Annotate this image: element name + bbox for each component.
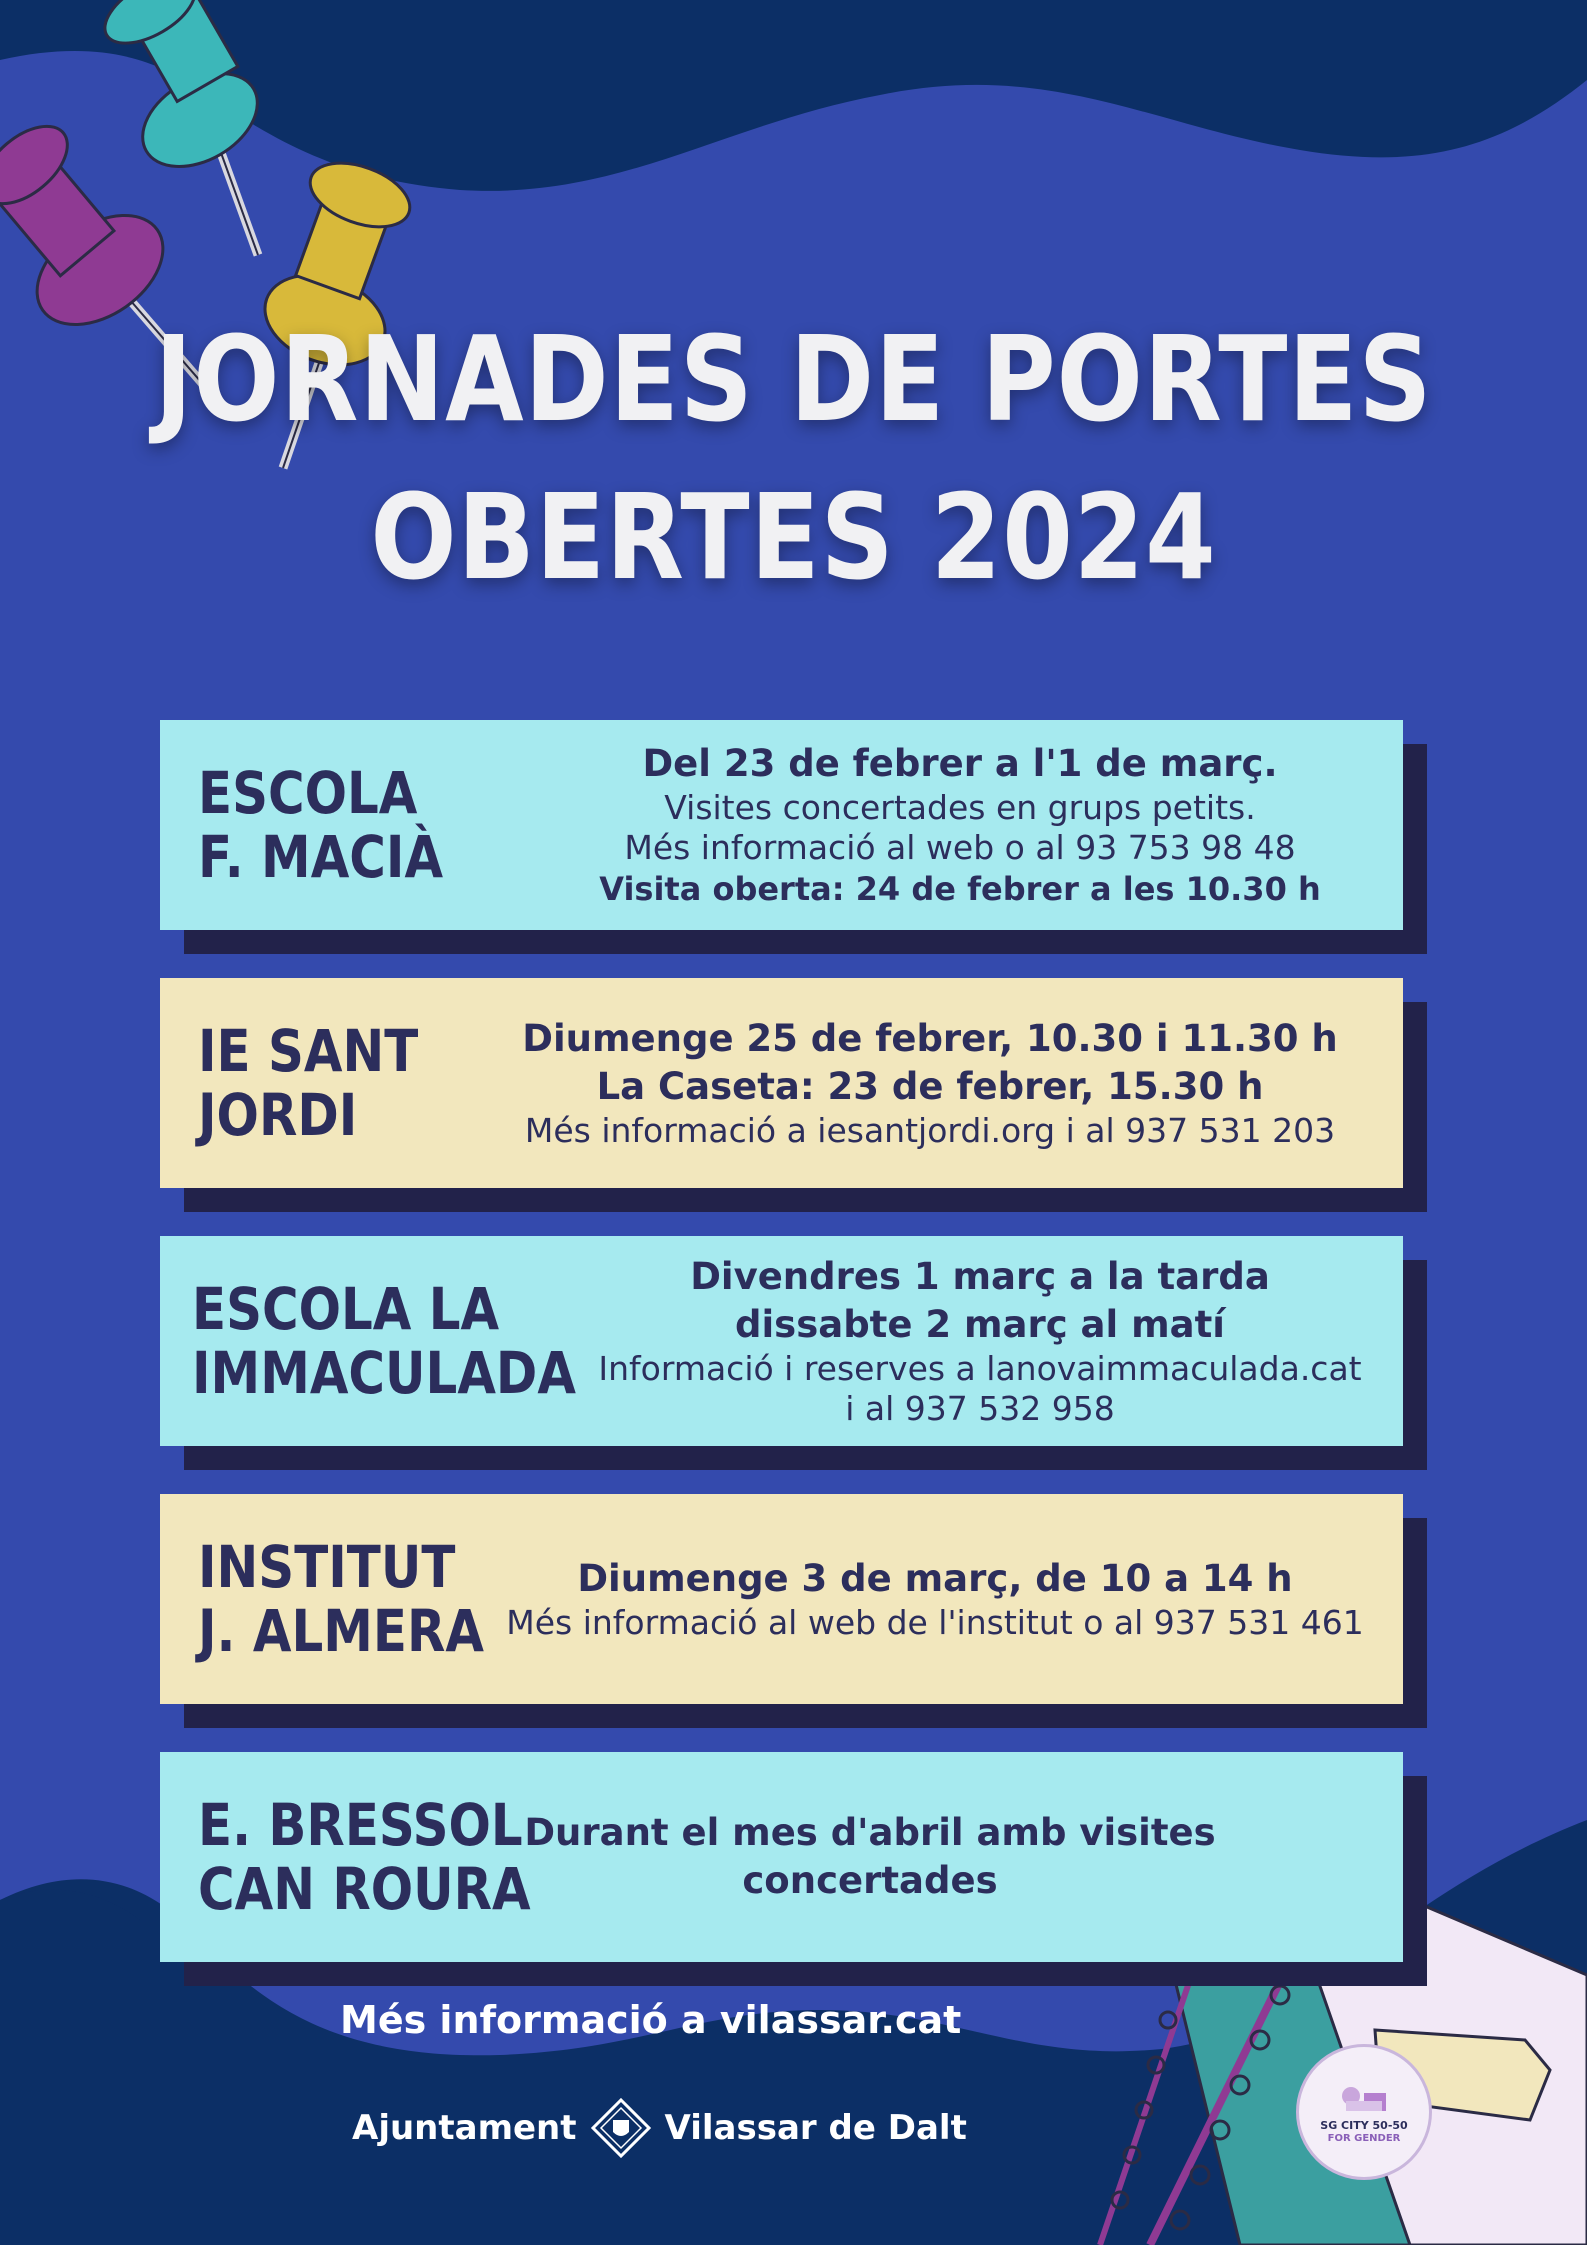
school-name: INSTITUT J. ALMERA <box>198 1533 484 1665</box>
logo-left-text: Ajuntament <box>352 2108 577 2148</box>
school-name: ESCOLA F. MACIÀ <box>198 759 444 891</box>
coat-of-arms-icon <box>591 2098 651 2158</box>
school-name: ESCOLA LA IMMACULADA <box>192 1275 576 1407</box>
logo-right-text: Vilassar de Dalt <box>664 2108 967 2148</box>
school-card-e-bressol-can-roura <box>160 1752 1403 1962</box>
school-info: Durant el mes d'abril amb visites concertades <box>524 1811 1216 1902</box>
school-info: Del 23 de febrer a l'1 de març. Visites concertades en grups petits. Més informació al web o al 93 753 98 48 Visita oberta: 24 de febrer a les 10.30 h <box>599 742 1321 908</box>
school-info: Diumenge 3 de març, de 10 a 14 h Més informació al web de l'institut o al 937 531 461 <box>506 1557 1364 1642</box>
school-card-ie-sant-jordi <box>160 978 1403 1188</box>
school-card-escola-f-macia <box>160 720 1403 930</box>
school-name: IE SANT JORDI <box>198 1017 419 1149</box>
sg-city-badge: SG CITY 50-50 FOR GENDER <box>1296 2044 1432 2180</box>
school-name: E. BRESSOL CAN ROURA <box>198 1791 531 1923</box>
school-info: Divendres 1 març a la tarda dissabte 2 març al matí Informació i reserves a lanovaimmaculada.cat i al 937 532 958 <box>598 1255 1362 1428</box>
more-info-link[interactable]: Més informació a vilassar.cat <box>340 1998 962 2042</box>
page-title <box>111 300 1476 616</box>
badge-emblem-icon <box>1334 2079 1394 2119</box>
school-card-institut-j-almera <box>160 1494 1403 1704</box>
school-info: Diumenge 25 de febrer, 10.30 i 11.30 h La Caseta: 23 de febrer, 15.30 h Més informació a iesantjordi.org i al 937 531 203 <box>522 1017 1338 1150</box>
bottom-left-blob <box>0 1890 140 2245</box>
title-line-2: OBERTES 2024 <box>370 468 1217 606</box>
title-line-1: JORNADES DE PORTES <box>154 310 1433 448</box>
ajuntament-logo <box>352 2088 967 2168</box>
school-card-escola-la-immaculada <box>160 1236 1403 1446</box>
